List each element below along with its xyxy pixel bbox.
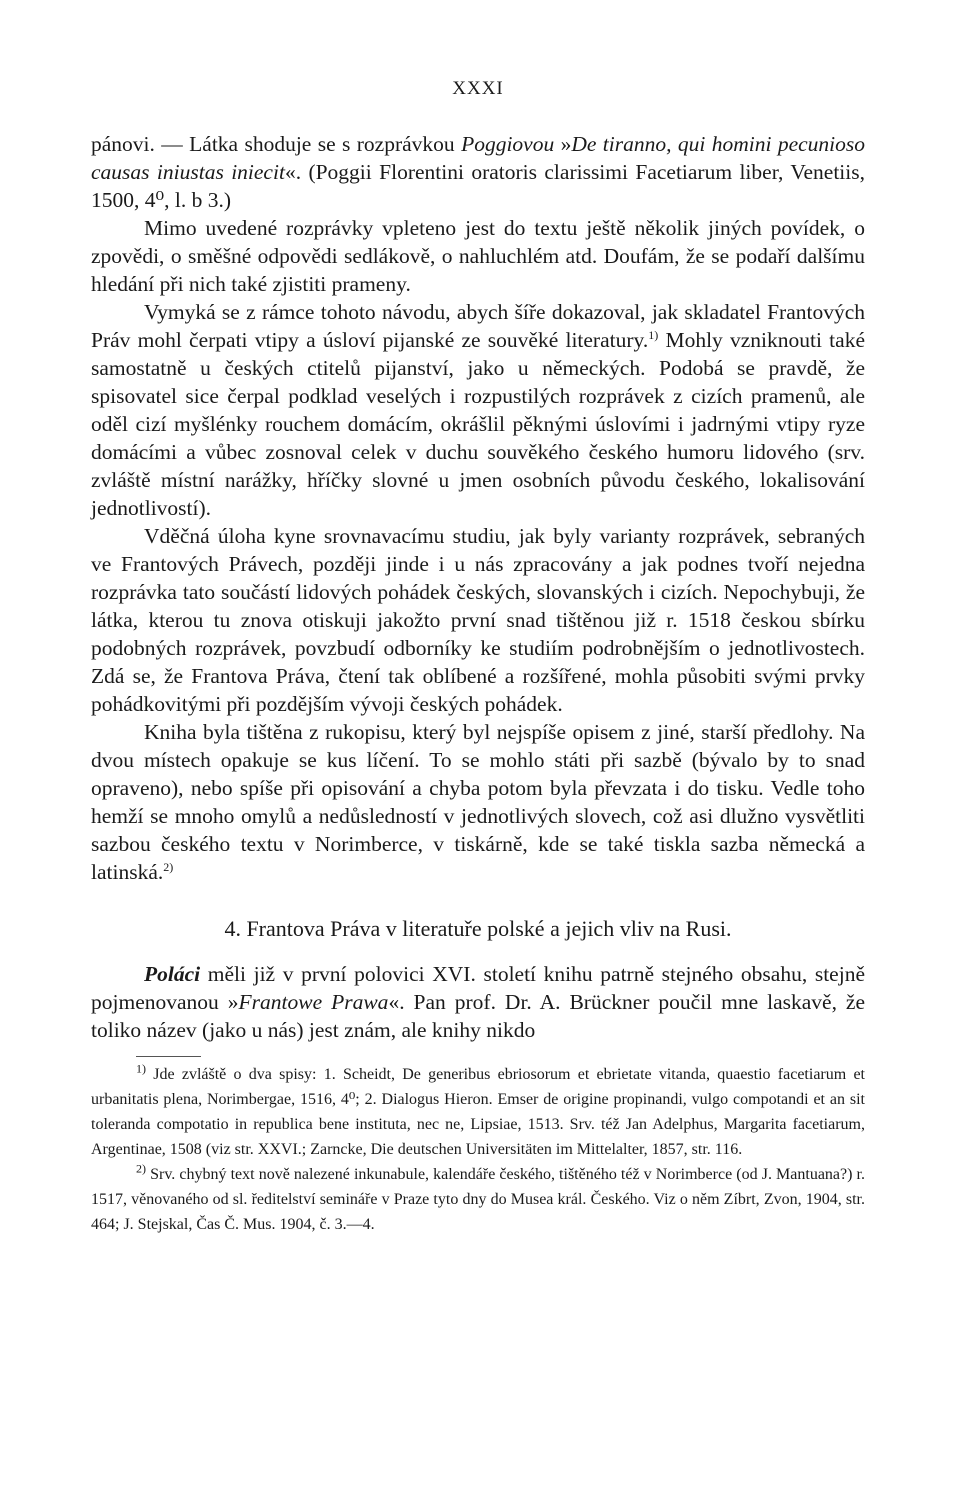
para5-text-a: Kniha byla tištěna z rukopisu, který byl nejspíše opisem z jiné, starší předlohy. Na dvou místech opakuje se kus líčení. To se mohlo státi při sazbě (bývalo by to snad opraveno), nebo spíše při opisování a chyba potom byla převzata i do tisku. Vedle toho hemží se mnoho omylů a nedůsledností v jednotlivých slovech, což asi dlužno vysvětliti sazbou českého textu v Norimberce, v tiskárně, kde se také tiskla sazba německá a latinská.	[91, 720, 865, 884]
section-heading: 4. Frantova Práva v literatuře polské a jejich vliv na Rusi.	[224, 916, 732, 941]
paragraph-3	[91, 298, 865, 522]
paragraph-4: Vděčná úloha kyne srovnavacímu studiu, jak byly varianty rozprávek, sebraných ve Frantových Právech, později jinde i u nás zpracovány a jak podnes tvoří nejedna rozprávka tato součástí lidových pohádek českých, slovanských i cizích. Nepochybuji, že látka, kterou tu znova otiskuji jakožto první snad tištěnou již r. 1518 českou sbírku podobných rozprávek, povzbudí odborníky ke studiím podrobnějším o jednotlivostech. Zdá se, že Frantova Práva, čtení tak oblíbené a rozšířené, mohla působiti svými prvky pohádkovitými při pozdějším vývoji českých pohádek.	[91, 524, 865, 716]
para6-text-d: «. Pan prof. Dr. A. Brückner poučil mne laskavě, že toliko název (jako u nás) jest znám, ale knihy nikdo	[91, 990, 865, 1042]
paragraph-1	[91, 130, 865, 214]
paragraph-2: Mimo uvedené rozprávky vpleteno jest do textu ještě několik jiných povídek, o zpovědi, o směšné odpovědi sedlákově, o nahluchlém atd. Doufám, že se podaří dalšímu hledání při nich také zjistiti prameny.	[91, 216, 865, 296]
para1-text-b: Poggiovou	[461, 132, 555, 156]
para6-text-b: měli již v první polovici XVI. století knihu patrně stejného obsahu, stejně pojmenovanou »	[91, 962, 865, 1014]
body-text	[91, 130, 865, 886]
para6-text-a: Poláci	[144, 962, 201, 986]
footnote-divider	[136, 1056, 201, 1057]
para6-text-c: Frantowe Prawa	[238, 990, 389, 1014]
footnote-2	[91, 1162, 865, 1237]
footnote-1-marker: 1)	[136, 1061, 146, 1076]
footnotes	[91, 1062, 865, 1237]
paragraph-6	[91, 960, 865, 1044]
footnote-2-marker: 2)	[136, 1161, 146, 1176]
para1-text-c: »	[554, 132, 572, 156]
footnote-1-text: Jde zvláště o dva spisy: 1. Scheidt, De generibus ebriosorum et ebrietate vitanda, quaestio facetiarum et urbanitatis plena, Norimbergae, 1516, 4⁰; 2. Dialogus Hieron. Emser de origine propinandi, vulgo compotandi et an sit toleranda compotatio in republica bene instituta, nec ne, Lipsiae, 1513. Srv. též Jan Adelphus, Margarita facetiarum, Argentinae, 1508 (viz str. XXVI.; Zarncke, Die deutschen Universitäten im Mittelalter, 1857, str. 116.	[91, 1066, 865, 1158]
section-text	[91, 960, 865, 1044]
para1-text-a: pánovi. — Látka shoduje se s rozprávkou	[91, 132, 462, 156]
footnote-1	[91, 1062, 865, 1162]
footnote-2-text: Srv. chybný text nově nalezené inkunabule, kalendáře českého, tištěného též v Norimberce (od J. Mantuana?) r. 1517, věnovaného od sl. ředitelství semináře v Praze tyto dny do Musea král. Českého. Viz o něm Zíbrt, Zvon, 1904, str. 464; J. Stejskal, Čas Č. Mus. 1904, č. 3.—4.	[91, 1166, 865, 1233]
paragraph-5	[91, 718, 865, 886]
page-number: XXXI	[452, 78, 504, 99]
para3-text-b: Mohly vzniknouti také samostatně u českých ctitelů pijanství, jako u německých. Podobá se pravdě, že spisovatel sice čerpal podklad veselých i rozpustilých rozprávek z cizích pramenů, ale oděl cizí myšlénky rouchem domácím, okrášlil pěknými úslovími i jadrnými vtipy ryze domácími a vůbec zosnoval celek v duchu souvěkého českého humoru lidového (srv. zvláště místní narážky, hříčky slovné u jmen osobních původu českého, lokalisování jednotlivostí).	[91, 328, 865, 520]
footnote-ref-2: 2)	[163, 859, 174, 874]
para1-text-d: De tiranno, qui homini pecunioso causas iniustas iniecit	[91, 132, 866, 184]
footnote-ref-1: 1)	[648, 327, 659, 342]
para3-text-a: Vymyká se z rámce tohoto návodu, abych šíře dokazoval, jak skladatel Frantových Práv mohl čerpati vtipy a úsloví pijanské ze souvěké literatury.	[91, 300, 865, 352]
para1-text-e: «. (Poggii Florentini oratoris clarissimi Facetiarum liber, Venetiis, 1500, 4⁰, l. b 3.)	[91, 160, 865, 212]
